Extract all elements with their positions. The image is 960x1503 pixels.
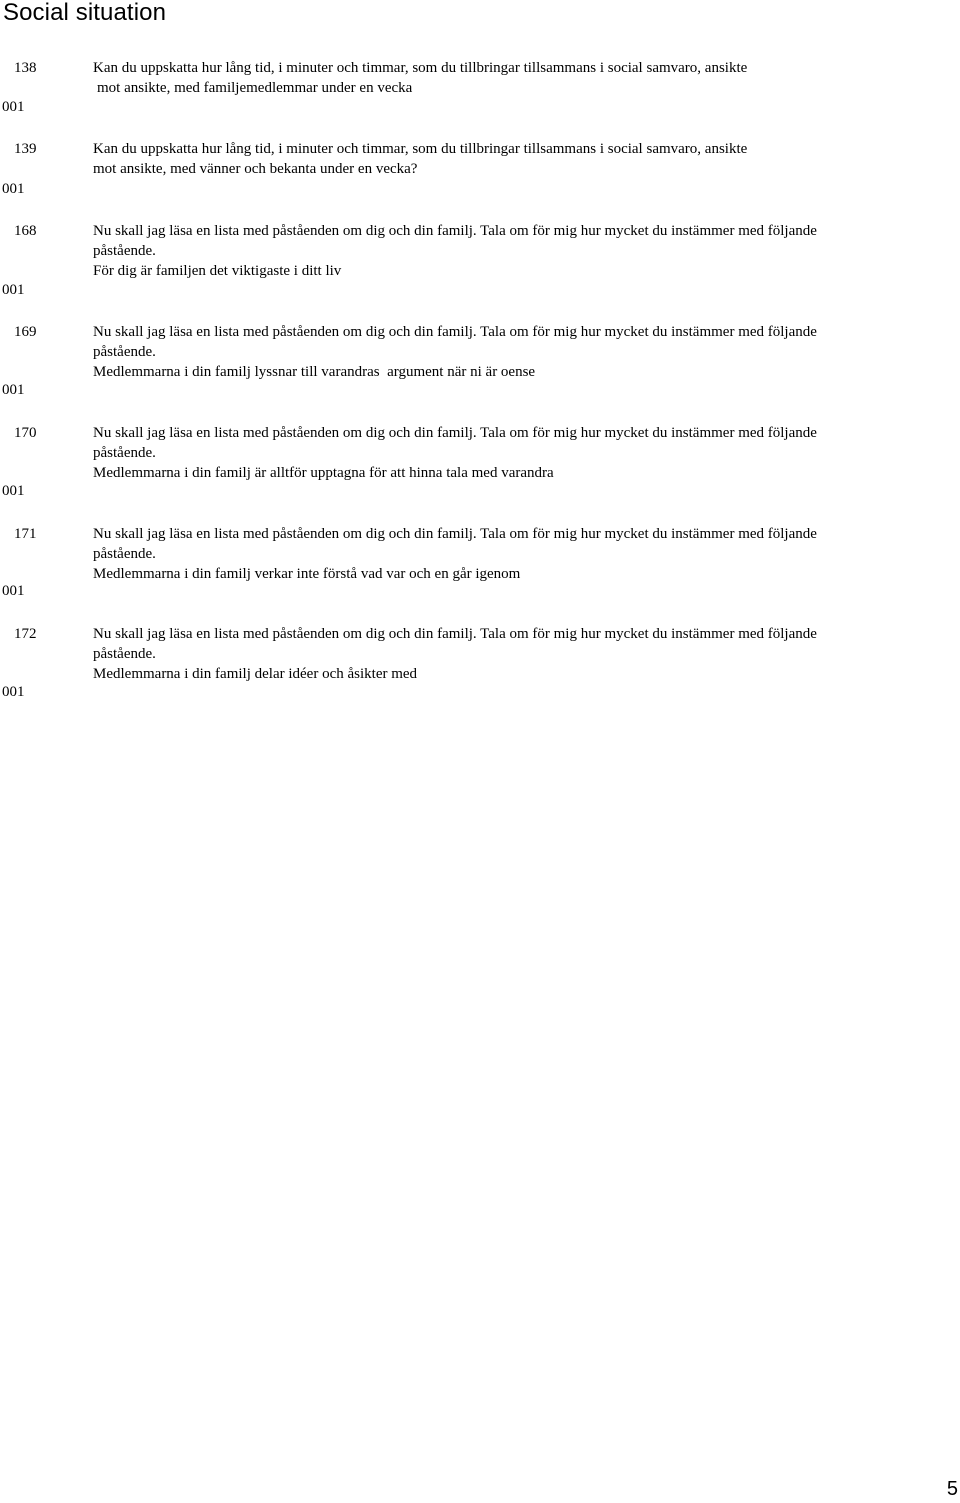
page-title: Social situation — [3, 0, 167, 26]
question-line: Nu skall jag läsa en lista med påståenden om dig och din familj. Tala om för mig hur mycket du instämmer med följande — [93, 223, 817, 239]
question-code: 001 — [2, 181, 25, 197]
question-line: påstående. — [93, 646, 156, 662]
page-number: 5 — [946, 1478, 958, 1500]
question-line: Medlemmarna i din familj delar idéer och åsikter med — [93, 666, 418, 682]
question-text — [93, 221, 933, 281]
question-line: För dig är familjen det viktigaste i ditt liv — [93, 263, 342, 279]
question-text — [93, 58, 933, 98]
question-number: 169 — [14, 324, 37, 340]
question-line: påstående. — [93, 546, 156, 562]
question-line: Nu skall jag läsa en lista med påståenden om dig och din familj. Tala om för mig hur mycket du instämmer med följande — [93, 425, 817, 441]
question-code: 001 — [2, 483, 25, 499]
question-line: Medlemmarna i din familj är alltför upptagna för att hinna tala med varandra — [93, 465, 554, 481]
question-number: 170 — [14, 425, 37, 441]
question-text — [93, 624, 933, 684]
question-line: Medlemmarna i din familj lyssnar till varandras argument när ni är oense — [93, 364, 536, 380]
question-code: 001 — [2, 583, 25, 599]
question-number: 138 — [14, 60, 37, 76]
question-text — [93, 139, 933, 179]
question-code: 001 — [2, 684, 25, 700]
question-code: 001 — [2, 99, 25, 115]
question-text — [93, 524, 933, 584]
question-number: 172 — [14, 626, 37, 642]
question-line: påstående. — [93, 344, 156, 360]
question-line: mot ansikte, med vänner och bekanta under en vecka? — [93, 161, 418, 177]
question-number: 168 — [14, 223, 37, 239]
question-text — [93, 322, 933, 382]
question-line: Kan du uppskatta hur lång tid, i minuter och timmar, som du tillbringar tillsammans i social samvaro, ansikte — [93, 141, 748, 157]
question-text — [93, 423, 933, 483]
question-number: 139 — [14, 141, 37, 157]
question-line: Nu skall jag läsa en lista med påståenden om dig och din familj. Tala om för mig hur mycket du instämmer med följande — [93, 324, 817, 340]
question-line: påstående. — [93, 243, 156, 259]
question-code: 001 — [2, 282, 25, 298]
question-line: Medlemmarna i din familj verkar inte förstå vad var och en går igenom — [93, 566, 521, 582]
question-line: påstående. — [93, 445, 156, 461]
question-number: 171 — [14, 526, 37, 542]
question-line: mot ansikte, med familjemedlemmar under en vecka — [97, 80, 413, 96]
question-line: Nu skall jag läsa en lista med påståenden om dig och din familj. Tala om för mig hur mycket du instämmer med följande — [93, 526, 817, 542]
question-code: 001 — [2, 382, 25, 398]
question-line: Kan du uppskatta hur lång tid, i minuter och timmar, som du tillbringar tillsammans i social samvaro, ansikte — [93, 60, 748, 76]
question-line: Nu skall jag läsa en lista med påståenden om dig och din familj. Tala om för mig hur mycket du instämmer med följande — [93, 626, 817, 642]
